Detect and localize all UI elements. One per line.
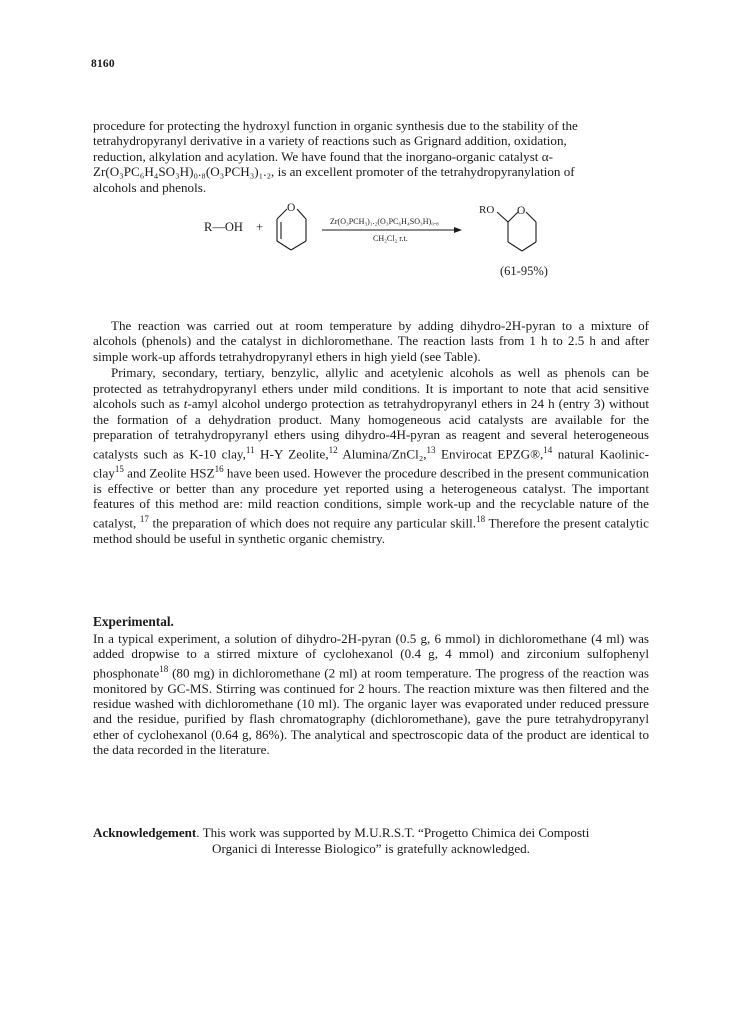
- p2-text-d: Alumina/ZnCl₂,: [337, 446, 427, 462]
- p2-text-b: -amyl alcohol undergo protection as tetrahydropyranyl ethers in 24 h (entry 3) without the formation of a dehydration product. Many homogeneous acid catalysts are available for the preparation of tetrahydropyranyl ethers using dihydro-4H-pyran as reagent and several heterogeneous catalysts such as K-10 clay,: [93, 396, 649, 462]
- p2-text-c: H-Y Zeolite,: [254, 446, 329, 462]
- experimental-text-a: In a typical experiment, a solution of dihydro-2H-pyran (0.5 g, 6 mmol) in dichloromethane (4 ml) was added dropwise to a stirred mixture of cyclohexanol (0.4 g, 4 mmol) and zirconium sulfophenyl phosphonate: [93, 631, 649, 681]
- body-paragraph-2: [93, 365, 649, 547]
- intro-line-2: tetrahydropyranyl derivative in a variety of reactions such as Grignard addition, oxidation,: [93, 133, 567, 149]
- ref-15: 15: [114, 463, 124, 474]
- reaction-scheme: [170, 200, 610, 290]
- reagent-top: Zr(O₃PCH₃)₁.₂(O₃PC₆H₄SO₃H)₀.₈: [330, 217, 439, 226]
- experimental-paragraph: [93, 631, 649, 758]
- intro-paragraph: [93, 118, 649, 195]
- experimental-heading: Experimental.: [93, 614, 174, 629]
- p2-text-f: natural Kaolinic-clay: [93, 446, 649, 481]
- intro-line-1: procedure for protecting the hydroxyl function in organic synthesis due to the stability of the: [93, 118, 578, 133]
- reactant-label: R—OH: [204, 220, 243, 234]
- dihydropyran-structure: [277, 209, 306, 250]
- ref-13: 13: [426, 444, 436, 455]
- ref-18: 18: [476, 514, 486, 525]
- intro-line-3: reduction, alkylation and acylation. We have found that the inorgano-organic catalyst α-: [93, 148, 553, 164]
- experimental-text-b: (80 mg) in dichloromethane (2 ml) at room temperature. The progress of the reaction was monitored by GC-MS. Stirring was continued for 2 hours. The reaction mixture was then filtered and the residue washed with dichloromethane (10 ml). The organic layer was evaporated under reduced pressure and the residue, purified by flash chromatography (dichloromethane), gave the pure tetrahydropyranyl ether of cyclohexanol (0.64 g, 86%). The analytical and spectroscopic data of the product are identical to the data recorded in the literature.: [93, 665, 649, 758]
- product-substituent-label: RO: [479, 204, 495, 216]
- intro-line-4: Zr(O₃PC₆H₄SO₃H)₀.₈(O₃PCH₃)₁.₂, is an excellent promoter of the tetrahydropyranylation of: [93, 164, 575, 180]
- ref-16: 16: [214, 463, 224, 474]
- page-number: 8160: [91, 58, 115, 70]
- ref-14: 14: [543, 444, 553, 455]
- yield-label: (61-95%): [500, 264, 548, 278]
- ring-oxygen-label: O: [287, 202, 296, 214]
- product-ring-oxygen-label: O: [517, 205, 526, 217]
- p2-text-g: and Zeolite HSZ: [123, 465, 215, 481]
- ref-17: 17: [139, 514, 149, 525]
- intro-line-5: alcohols and phenols.: [93, 179, 207, 195]
- plus-sign: +: [256, 220, 264, 234]
- reaction-arrow: [322, 227, 462, 233]
- tetrahydropyranyl-ether-structure: [497, 212, 536, 251]
- body-paragraph-1: The reaction was carried out at room temperature by adding dihydro-2H-pyran to a mixture of alcohols (phenols) and the catalyst in dichloromethane. The reaction lasts from 1 h to 2.5 h and after simple work-up affords tetrahydropyranyl ethers in high yield (see Table).: [93, 318, 649, 364]
- experimental-ref-18: 18: [159, 663, 169, 674]
- p2-text-i: the preparation of which does not require any particular skill.: [148, 515, 477, 531]
- p2-text-a: Primary, secondary, tertiary, benzylic, allylic and acetylenic alcohols as well as phenols can be protected as tetrahydropyranyl ethers under mild conditions. It is important to note that acid sensitive alcohols such as: [93, 365, 649, 412]
- acknowledgement-line-1: . This work was supported by M.U.R.S.T. “Progetto Chimica dei Composti: [196, 825, 590, 840]
- reagent-bottom: CH₂Cl₂ r.t.: [373, 234, 408, 243]
- ref-12: 12: [328, 444, 338, 455]
- acknowledgement-paragraph: [93, 825, 649, 857]
- acknowledgement-line-2: Organici di Interesse Biologico” is gratefully acknowledged.: [212, 841, 530, 856]
- p2-text-e: Envirocat EPZG®,: [435, 446, 544, 462]
- acknowledgement-label: Acknowledgement: [93, 825, 197, 840]
- p2-text-h: have been used. However the procedure described in the present communication is effective or better than any procedure yet reported using a heterogeneous catalyst. The important features of this method are: mild reaction conditions, simple work-up and the recyclable nature of the catalyst,: [93, 465, 649, 531]
- p2-text-j: Therefore the present catalytic method should be useful in synthetic organic chemistry.: [93, 515, 649, 547]
- ref-11: 11: [245, 444, 255, 455]
- p2-italic-t: t: [183, 396, 188, 412]
